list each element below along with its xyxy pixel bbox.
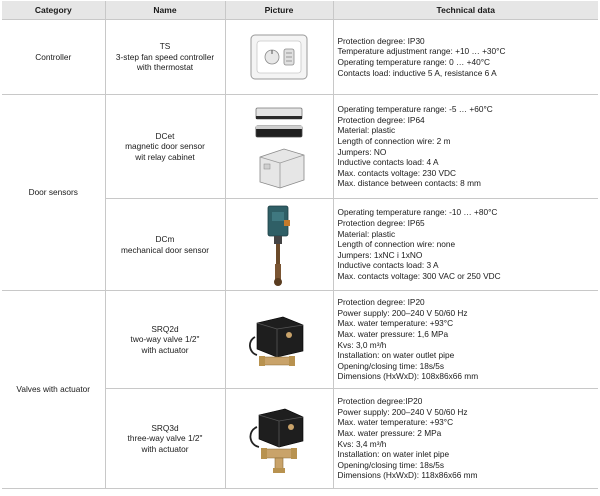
spec-line: Protection degree: IP20 bbox=[337, 297, 425, 308]
header-picture: Picture bbox=[225, 1, 333, 20]
product-code: DCet bbox=[155, 130, 175, 141]
spec-line: Kvs: 3,4 m³/h bbox=[337, 438, 387, 449]
spec-line: Operating temperature range: -10 … +80°C bbox=[337, 207, 498, 218]
technical-data bbox=[333, 291, 598, 389]
spec-line: Max. distance between contacts: 8 mm bbox=[337, 178, 481, 189]
product-code: SRQ2d bbox=[151, 323, 179, 334]
three-way-valve-icon bbox=[243, 401, 315, 477]
table-row bbox=[2, 291, 598, 389]
product-desc-line1: mechanical door sensor bbox=[120, 244, 210, 255]
product-desc-line2: with actuator bbox=[141, 344, 189, 355]
product-picture bbox=[225, 291, 333, 389]
spec-line: Opening/closing time: 18s/5s bbox=[337, 360, 445, 371]
category-controller: Controller bbox=[2, 20, 105, 95]
two-way-valve-icon bbox=[243, 305, 315, 375]
spec-line: Operating temperature range: -5 … +60°C bbox=[337, 104, 493, 115]
product-desc-line1: three-way valve 1/2" bbox=[127, 433, 203, 444]
magnetic-door-sensor-icon bbox=[244, 102, 314, 192]
mechanical-door-sensor-icon bbox=[254, 202, 304, 288]
product-desc-line2: with thermostat bbox=[136, 62, 194, 73]
product-picture bbox=[225, 389, 333, 489]
spec-line: Dimensions (HxWxD): 118x86x66 mm bbox=[337, 470, 478, 481]
spec-line: Installation: on water outlet pipe bbox=[337, 350, 455, 361]
table-row bbox=[2, 95, 598, 199]
spec-line: Power supply: 200–240 V 50/60 Hz bbox=[337, 307, 468, 318]
spec-line: Material: plastic bbox=[337, 125, 396, 136]
product-desc-line2: with actuator bbox=[141, 443, 189, 454]
product-code: DCm bbox=[155, 233, 175, 244]
product-name bbox=[105, 291, 225, 389]
category-valves: Valves with actuator bbox=[2, 291, 105, 489]
product-code: TS bbox=[159, 41, 171, 52]
spec-line: Protection degree: IP64 bbox=[337, 114, 425, 125]
spec-line: Jumpers: 1xNC i 1xNO bbox=[337, 249, 423, 260]
product-picture bbox=[225, 20, 333, 95]
header-category: Category bbox=[2, 1, 105, 20]
product-desc-line2: wit relay cabinet bbox=[135, 151, 195, 162]
spec-line: Opening/closing time: 18s/5s bbox=[337, 459, 445, 470]
header-technical-data: Technical data bbox=[333, 1, 598, 20]
table-row bbox=[2, 20, 598, 95]
spec-line: Operating temperature range: 0 … +40°C bbox=[337, 57, 491, 67]
spec-line: Protection degree: IP65 bbox=[337, 218, 425, 229]
product-code: SRQ3d bbox=[151, 422, 179, 433]
product-name bbox=[105, 199, 225, 291]
spec-line: Length of connection wire: none bbox=[337, 239, 456, 250]
spec-line: Inductive contacts load: 3 A bbox=[337, 260, 439, 271]
spec-line: Max. water pressure: 2 MPa bbox=[337, 427, 442, 438]
technical-data bbox=[333, 95, 598, 199]
product-desc-line1: 3-step fan speed controller bbox=[115, 51, 215, 62]
technical-data bbox=[333, 199, 598, 291]
thermostat-controller-icon bbox=[248, 32, 310, 82]
category-door-sensors: Door sensors bbox=[2, 95, 105, 291]
spec-line: Max. contacts voltage: 230 VDC bbox=[337, 167, 457, 178]
spec-line: Max. water temperature: +93°C bbox=[337, 417, 454, 428]
header-name: Name bbox=[105, 1, 225, 20]
spec-line: Kvs: 3,0 m³/h bbox=[337, 339, 387, 350]
spec-line: Dimensions (HxWxD): 108x86x66 mm bbox=[337, 371, 479, 382]
header-row bbox=[2, 1, 598, 20]
technical-data bbox=[333, 20, 598, 95]
technical-data bbox=[333, 389, 598, 489]
spec-line: Max. contacts voltage: 300 VAC or 250 VDC bbox=[337, 270, 501, 281]
spec-line: Length of connection wire: 2 m bbox=[337, 135, 451, 146]
product-name bbox=[105, 95, 225, 199]
spec-line: Jumpers: NO bbox=[337, 146, 387, 157]
spec-line: Installation: on water inlet pipe bbox=[337, 449, 450, 460]
spec-line: Protection degree: IP30 bbox=[337, 35, 425, 46]
product-name bbox=[105, 389, 225, 489]
product-desc-line1: magnetic door sensor bbox=[125, 141, 205, 152]
spec-line: Protection degree:IP20 bbox=[337, 396, 423, 407]
product-picture bbox=[225, 95, 333, 199]
spec-line: Material: plastic bbox=[337, 228, 396, 239]
product-picture bbox=[225, 199, 333, 291]
product-name bbox=[105, 20, 225, 95]
spec-line: Max. water temperature: +93°C bbox=[337, 318, 454, 329]
spec-table bbox=[2, 1, 598, 489]
spec-line: Inductive contacts load: 4 A bbox=[337, 157, 439, 168]
product-desc-line1: two-way valve 1/2" bbox=[130, 334, 200, 345]
spec-line: Contacts load: inductive 5 A, resistance 6 A bbox=[337, 67, 497, 78]
spec-line: Temperature adjustment range: +10 … +30°C bbox=[337, 46, 506, 57]
spec-line: Power supply: 200–240 V 50/60 Hz bbox=[337, 406, 468, 417]
spec-line: Max. water pressure: 1,6 MPa bbox=[337, 328, 449, 339]
